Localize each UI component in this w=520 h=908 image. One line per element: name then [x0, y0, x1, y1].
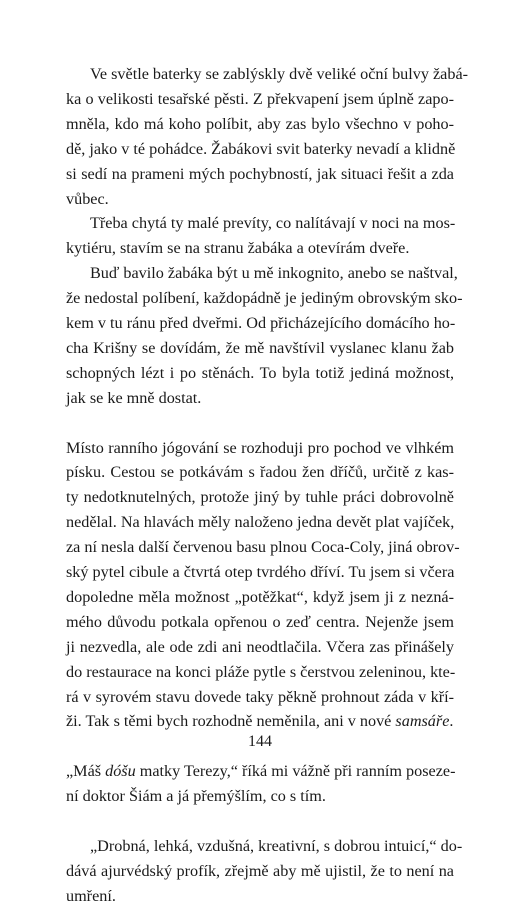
text-line: písku. Cestou se potkávám s řadou žen dříčů, určitě z kas-	[66, 463, 454, 482]
text-line: ní doktor Šiám a já přemýšlím, co s tím.	[66, 787, 326, 806]
text-line: „Drobná, lehká, vzdušná, kreativní, s dobrou intuicí,“ do-	[90, 836, 463, 855]
text-line: ži. Tak s těmi bych rozhodně neměnila, ani v nové samsáře.	[66, 712, 454, 731]
text-line: si sedí na prameni mých pochybností, jak situaci řešit a zda	[66, 164, 454, 183]
text-line: dává ajurvédský profík, zřejmě aby mě ujistil, že to není na	[66, 861, 454, 880]
page-number: 144	[248, 733, 272, 750]
text-line: dě, jako v té pohádce. Žabákovi svit baterky nevadí a klidně	[66, 139, 456, 158]
text-line: Třeba chytá ty malé prevíty, co nalítávají v noci na mos-	[90, 214, 456, 233]
text-line: za ní nesla další červenou basu plnou Coca-Coly, jiná obrov-	[66, 538, 460, 557]
text-line: Ve světle baterky se zablýskly dvě veliké oční bulvy žabá-	[90, 65, 469, 83]
text-line: kytiéru, stavím se na stranu žabáka a otevírám dveře.	[66, 239, 410, 258]
text-line: rá v syrovém stavu dovede taky pěkně prohnout záda v kří-	[66, 687, 454, 706]
text-line: „Máš dóšu matky Terezy,“ říká mi vážně při ranním poseze-	[66, 762, 456, 781]
text-line: Místo ranního jógování se rozhoduji pro pochod ve vlhkém	[66, 438, 454, 457]
text-line: umření.	[66, 886, 116, 905]
text-line: nedělal. Na hlavách měly naloženo jedna devět plat vajíček,	[66, 513, 455, 532]
text-line: Buď bavilo žabáka být u mě inkognito, anebo se naštval,	[90, 264, 458, 283]
text-line: ty nedotknutelných, protože jiný by tuhle práci dobrovolně	[66, 488, 454, 507]
text-line: ji nezvedla, ale ode zdi ani neodtlačila. Včera zas přinášely	[66, 637, 454, 656]
text-line: ský pytel cibule a čtvrtá otep tvrdého dříví. Tu jsem si včera	[66, 563, 455, 581]
text-line: vůbec.	[66, 189, 109, 208]
text-line: že nedostal políbení, každopádně je jediným obrovským sko-	[66, 289, 463, 308]
text-line: jak se ke mně dostat.	[66, 388, 202, 407]
text-line: mého důvodu potkala opřenou o zeď centra. Nejenže jsem	[66, 612, 454, 631]
text-line: ka o velikosti tesařské pěsti. Z překvapení jsem úplně zapo-	[66, 89, 454, 108]
text-line: mněla, kdo má koho políbit, aby zas bylo všechno v poho-	[66, 114, 454, 133]
text-line: dopoledne měla možnost „potěžkat“, když jsem ji z nezná-	[66, 587, 454, 606]
text-line: do restaurace na konci pláže pytle s čerstvou zeleninou, kte-	[66, 662, 456, 681]
text-line: schopných lézt i po stěnách. To byla totiž jediná možnost,	[66, 363, 454, 382]
text-line: kem v tu ránu před dveřmi. Od přicházejícího domácího ho-	[66, 314, 456, 332]
text-line: cha Krišny se dovídám, že mě navštívil vyslanec klanu žab	[66, 338, 454, 357]
